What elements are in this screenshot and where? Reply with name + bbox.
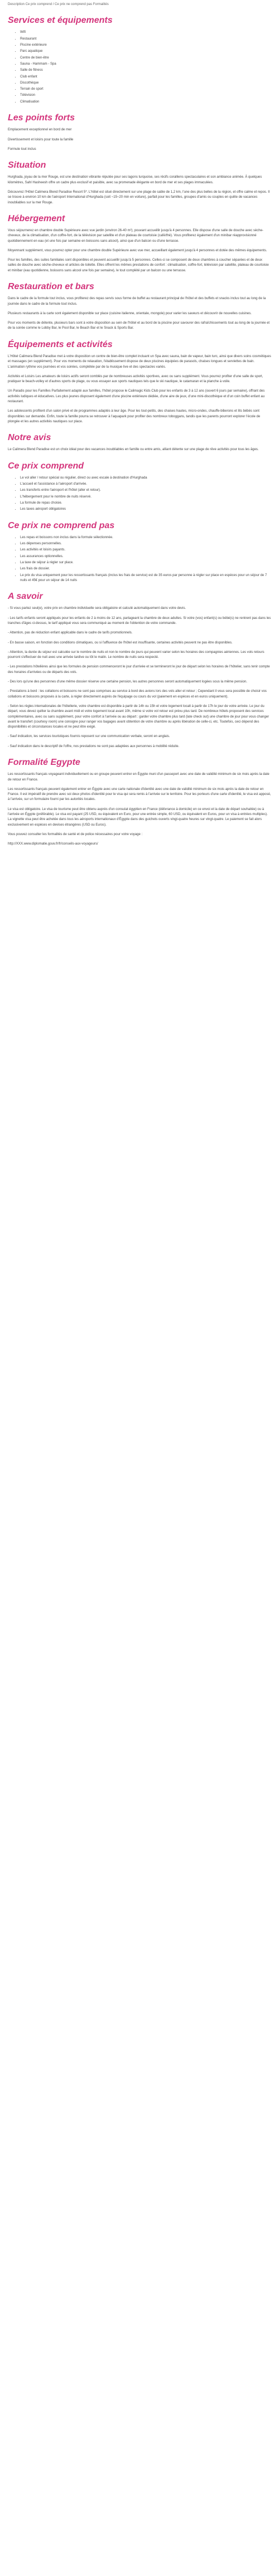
note-line: - Attention, pas de réduction enfant applicable dans le cadre de tarifs promotionnels. xyxy=(8,631,133,635)
list-item: • Le vol aller / retour spécial ou régulier, direct ou avec escale à destination d'Hurghada xyxy=(20,476,271,481)
list-item: • Terrain de sport xyxy=(20,87,271,92)
highlight-text: Formule tout inclus xyxy=(8,147,36,151)
note-line: - Sauf indication, les services touristiques fournis reposent sur une communication verbale, seront en anglais. xyxy=(8,735,170,739)
good-to-know-title: A savoir xyxy=(8,592,43,602)
dining-text: Pour vos moments de détente, plusieurs bars sont à votre disposition au sein de l'hôtel et au bord de la piscine pour savourer des rafraîchissements tout au long de la journée et de la soirée comme le Lobby Bar, le Pool Bar, le Beach Bar et le Snack & Sports Bar. xyxy=(8,321,270,330)
list-item: • Piscine extérieure xyxy=(20,43,271,48)
note-line: - Des lors qu'une des personnes d'une même dossier réserve une certaine pension, les autres personnes seront automatiquement logées sous la même pension. xyxy=(8,680,247,684)
services-list xyxy=(8,30,271,105)
list-item: • Discothèque xyxy=(20,81,271,86)
list-item: • Parc aquatique xyxy=(20,49,271,54)
tabs-line: Description Ce prix comprend / Ce prix ne comprend pas Formalités xyxy=(8,3,109,6)
included-title: Ce prix comprend xyxy=(8,461,84,471)
list-item: • Les transferts entre l'aéroport et l'hôtel (aller et retour). xyxy=(20,488,271,493)
list-item: • La taxe de séjour à régler sur place. xyxy=(20,560,271,565)
facilities-text: Un Paradis pour les Familles Parfaitement adapté aux familles, l'hôtel propose le Calimagic Kids Club pour les enfants de 3 à 12 ans (ouvert 6 jours par semaine), offrant des activités ludiques et éducatives. Les plus jeunes disposent également d'une piscine extérieure dédiée, d'une aire de jeux, d'une mini-discothèque et d'un coin buffet enfant au restaurant. xyxy=(8,389,265,403)
accommodation-title: Hébergement xyxy=(8,213,65,223)
list-item: • Wifi xyxy=(20,30,271,35)
list-item: • Les assurances optionnelles. xyxy=(20,554,271,559)
note-line: - Attention, la durée du séjour est calculée sur le nombre de nuits et non le nombre de jours qui peuvent varier selon les horaires des compagnies aériennes. Les vols retours pourront s'effectuer de nuit avec une arrivée tardive ou tôt le matin. Le nombre de nuits sera respecté. xyxy=(8,650,264,660)
list-item: • Télévision xyxy=(20,93,271,98)
list-item: • Les activités et loisirs payants. xyxy=(20,548,271,553)
facilities-title: Équipements et activités xyxy=(8,339,113,349)
list-item: • Club enfant xyxy=(20,75,271,80)
dining-text: Dans le cadre de la formule tout inclus, vous profiterez des repas servis sous forme de buffet au restaurant principal de l'hôtel et des buffets et snacks inclus tout au long de la journée dans le cadre de la formule tout inclus. xyxy=(8,297,266,306)
accommodation-text: Moyennant supplément, vous pourrez opter pour une chambre double Supérieure avec vue mer, accueillant également jusqu'à 4 personnes et dotée des mêmes équipements. xyxy=(8,248,267,252)
note-line: - En basse saison, en fonction des conditions climatiques, ou si l'affluence de l'hôtel est insuffisante, certaines activités peuvent ne pas être disponibles. xyxy=(8,641,233,645)
services-title: Services et équipements xyxy=(8,16,113,26)
note-line: - Selon les règles internationales de l'hôtellerie, votre chambre est disponible à partir de 14h ou 15h et votre logement localt à partir de 17h le jour de votre arrivée. Le jour du départ, vous devez quitter la chambre avant midi et votre logement local avant 10h, même si votre vol retour est prévu plus tard. De nombreux hôtels proposent des services complémentaires, avec ou sans supplément, pour votre confort à l'arrivée ou au départ : garder votre chambre plus tard (late check out) une chambre de jour pour vous changer avant le transfert (courtesy room) une consigne pour ranger vos bagages avant obtention de votre chambre ou après libération de celle-ci, etc. Toutefois, ceci dépend des disponibilités et circonstances locales et ne peut être exigé. xyxy=(8,704,270,729)
situation-title: Situation xyxy=(8,160,46,170)
not-included-title: Ce prix ne comprend pas xyxy=(8,520,115,530)
note-line: - Prestations à bord : les collations et boissons ne sont pas comprises au service à bord des avions lors des vols aller et retour ; Cependant il vous sera possible de choisir vos collations et boissons proposés à la carte, à régler directement auprès de l'équipage ou cours du vol (paiement en espèces et en euros uniquement). xyxy=(8,690,267,699)
formalities-title: Formalité Egypte xyxy=(8,758,80,768)
facilities-text: L'Hôtel Calimera Blend Paradise met à votre disposition un centre de bien-être complet incluant un Spa avec sauna, bain de vapeur, bain turc, ainsi que divers soins cosmétiques et massages (en supplément). Pour vos moments de relaxation, l'établissement dispose de deux piscines équipées de parasols, chaises longues et serviettes de bain. L'animation rythme vos journées et vos soirées, complétée par de la musique live et des spectacles variés. xyxy=(8,354,271,369)
highlights-title: Les points forts xyxy=(8,113,75,123)
list-item: • Climatisation xyxy=(20,100,271,105)
note-line: - Sauf indication dans le descriptif de l'offre, nos prestations ne sont pas adaptées aux personnes à mobilité réduite. xyxy=(8,744,180,748)
dining-text: Plusieurs restaurants à la carte sont également disponible sur place (cuisine italienne, orientale, mongole) pour varier les saveurs et découvrir de nouvelles cuisines. xyxy=(8,311,252,315)
formalities-link[interactable]: http://XXX.www.diplomatie.gouv.fr/fr/conseils-aux-voyageurs/ xyxy=(8,842,98,846)
situation-text: Découvrez l'Hôtel Calimera Blend Paradise Resort 5*. L'hôtel est situé directement sur une plage de sable de 1,2 km, l'une des plus belles de la région, et offre calme et repos. Il se trouve à environ 10 km de l'aéroport International d'Hurghada (soit ~15~20 min en voiture), parfait pour les familles, groupes d'amis ou couples en quête de vacances inoubliables sur la mer Rouge. xyxy=(8,190,270,204)
list-item: • Sauna - Hammam - Spa xyxy=(20,62,271,67)
list-item: • La formule de repas choisie. xyxy=(20,501,271,506)
list-item: • Le prix du visa uniquement pour les ressortissants français (inclus les frais de service) est de 35 euros par personne à régler sur place en espèces pour un séjour de 7 nuits et 45€ pour un séjour de 14 nuits xyxy=(20,573,271,584)
list-item: • L'accueil et l'assistance à l'aéroport d'arrivée. xyxy=(20,482,271,487)
note-line: - Les prestations hôtelières ainsi que les formules de pension commenceront le jour d'arrivée et se termineront le jour de départ selon les horaires de l'hôtelier, sans tenir compte des horaires d'arrivées ou de départs des vols. xyxy=(8,665,270,674)
list-item: • Les frais de dossier. xyxy=(20,567,271,572)
facilities-text: Les adolescents profitent d'un salon privé et de programmes adaptés à leur âge. Pour les tout-petits, des chaises hautes, micro-ondes, chauffe-biberons et lits bébés sont disponibles sur demande. Enfin, toute la famille pourra se retrouver à l'aquapark pour profiter des nombreux toboggans, tandis que les parents pourront explorer l'école de plongée et les autres activités nautiques sur place. xyxy=(8,409,261,423)
list-item: • Les repas et boissons non inclus dans la formule sélectionnée. xyxy=(20,535,271,540)
situation-text: Hurghada, joyau de la mer Rouge, est une destination vibrante réputée pour ses lagons turquoise, ses récifs coralliens spectaculaires et son ambiance animée. À quelques kilomètres, Sahl Hasheesh offre un cadre plus exclusif et paisible, avec sa promenade élégante en bord de mer et ses plages immaculées. xyxy=(8,175,262,184)
review-title: Notre avis xyxy=(8,433,51,443)
note-line: - Si vous partez seul(e), votre prix en chambre individuelle sera obligatoire et calculé automatiquement dans votre devis. xyxy=(8,607,186,611)
formalities-text: Le visa est obligatoire. Le visa de tourisme peut être obtenu auprès d'un consulat égyptien en France (délivrance à domicile) en ce envoi et la date de départ souhaitée) ou à l'arrivée en Égypte (préférable). Le visa est payant (25 USD, ou équivalent en Euro, pour une entrée simple, 60 USD, ou équivalent en Euros, pour un visa à entrées multiples). La vignette visa peut être achetée dans tous les aéroports internationaux d'Égypte dans des guichets ouverts vingt-quatre heures sur vingt-quatre. Le paiement se fait alors exclusivement en espèces en devises étrangères (USD ou Euros). xyxy=(8,807,268,827)
dining-title: Restauration et bars xyxy=(8,282,94,292)
formalities-text: Les ressortissants français peuvent également entrer en Égypte avec une carte nationale d'identité avec une date de validité minimum de six mois après la date de retour en France. Il est impératif de prendre avec soi deux photos d'identité pour le visa qui sera remis à l'arrivée sur le territoire. Pour les porteurs d'une carte d'identité, le visa est apposé, à l'arrivée, sur un formulaire fourni par les autorités locales. xyxy=(8,787,271,802)
accommodation-text: Vous séjournerez en chambre double Supérieure avec vue jardin (environ 26-40 m²), pouvant accueillir jusqu'à 4 personnes. Elle dispose d'une salle de douche avec sèche-cheveux, de la climatisation, d'un coffre-fort, de la télévision par satellite et d'un plateau de courtoisie (café/thé). Vous profiterez également d'un minibar réapprovisionné quotidiennement en eau (et une fois par semaine en boissons sans alcool), ainsi que d'un balcon ou d'une terrasse. xyxy=(8,228,263,243)
facilities-text: Activités et Loisirs Les amateurs de loisirs actifs seront comblés par de nombreuses activités sportives, avec ou sans supplément. Vous pourrez profiter d'une salle de sport, pratiquer le beach-volley et d'autres sports de plage, ou vous essayer aux sports nautiques tels que le ski nautique, le catamaran et la planche à voile. xyxy=(8,374,263,384)
highlight-text: Divertissement et loisirs pour toute la famille xyxy=(8,138,74,142)
accommodation-text: Pour les familles, des suites familiales sont disponibles et peuvent accueillir jusqu'à 5 personnes. Celles-ci se composent de deux chambres à coucher séparées et de deux salles de douche avec sèche-cheveux et articles de toilette. Elles offrent les mêmes prestations de confort : climatisation, coffre-fort, télévision par satellite, plateau de courtoisie et minibar (eau quotidienne, boissons sans alcool une fois par semaine), le tout complété par un balcon ou une terrasse. xyxy=(8,258,269,272)
list-item: • Les taxes aéroport obligatoires xyxy=(20,507,271,512)
list-item: • Restaurant xyxy=(20,37,271,42)
list-item: • Les dépenses personnelles. xyxy=(20,541,271,547)
list-item: • Salle de fitness xyxy=(20,68,271,73)
formalities-text: Vous pouvez consulter les formalités de santé et de police nécessaires pour votre voyage : xyxy=(8,832,143,836)
formalities-text: Les ressortissants français voyageant individuellement ou en groupe peuvent entrer en Égypte muni d'un passeport avec une date de validité minimum de six mois après la date de retour en France. xyxy=(8,773,270,782)
review-text: Le Calimera Blend Paradise est un choix idéal pour des vacances inoubliables en famille ou entre amis, alliant détente sur une plage de rêve activités pour tous les âges. xyxy=(8,448,259,452)
list-item: • Centre de bien-être xyxy=(20,56,271,61)
not-included-list xyxy=(8,535,271,583)
included-list xyxy=(8,476,271,513)
list-item: • L'hébergement pour le nombre de nuits réservé. xyxy=(20,495,271,500)
note-line: - Les tarifs enfants seront appliqués pour les enfants de 2 à moins de 12 ans, partageant la chambre de deux adultes. Si votre (vos) enfant(s) ou bébé(s) ne rentrent pas dans les tranches d'âges ci-dessus, le tarif appliqué vous sera communiqué au moment de l'obtention de votre commande. xyxy=(8,616,271,625)
highlight-text: Emplacement exceptionnel en bord de mer xyxy=(8,128,72,132)
